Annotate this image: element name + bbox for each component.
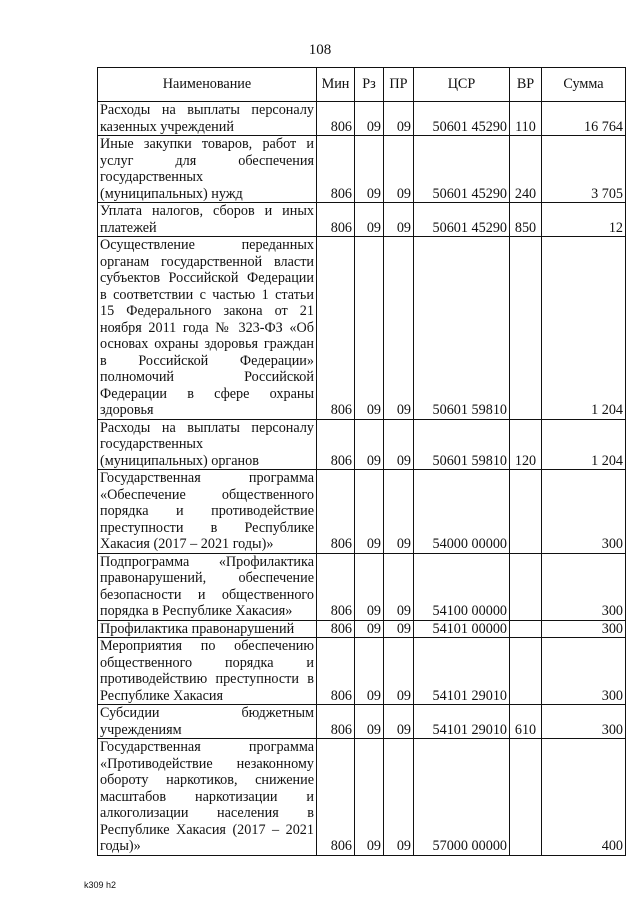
row-name: Профилактика правонарушений bbox=[98, 620, 317, 638]
row-rz: 09 bbox=[355, 237, 384, 420]
row-min: 806 bbox=[317, 419, 355, 470]
row-rz: 09 bbox=[355, 203, 384, 237]
row-vr bbox=[510, 553, 542, 620]
row-sum: 300 bbox=[542, 638, 626, 705]
row-sum: 300 bbox=[542, 705, 626, 739]
row-name: Подпрограмма «Профилактика правонарушений, обеспечение безопасности и общественного порядка в Республике Хакасия» bbox=[98, 553, 317, 620]
table-row bbox=[98, 102, 626, 136]
row-vr bbox=[510, 237, 542, 420]
row-name: Осуществление переданных органам государственной власти субъектов Российской Федерации в соответствии с частью 1 статьи 15 Федерального закона от 21 ноября 2011 года № 323-ФЗ «Об основах охраны здоровья граждан в Российской Федерации» полномочий Российской Федерации в сфере охраны здоровья bbox=[98, 237, 317, 420]
row-rz: 09 bbox=[355, 705, 384, 739]
row-sum: 300 bbox=[542, 470, 626, 554]
row-sum: 400 bbox=[542, 739, 626, 856]
row-min: 806 bbox=[317, 553, 355, 620]
header-row bbox=[98, 68, 626, 102]
row-name: Субсидии бюджетным учреждениям bbox=[98, 705, 317, 739]
table-row bbox=[98, 470, 626, 554]
row-vr: 850 bbox=[510, 203, 542, 237]
row-vr bbox=[510, 620, 542, 638]
table-row bbox=[98, 638, 626, 705]
row-csr: 50601 45290 bbox=[414, 203, 510, 237]
row-rz: 09 bbox=[355, 638, 384, 705]
row-sum: 16 764 bbox=[542, 102, 626, 136]
row-rz: 09 bbox=[355, 553, 384, 620]
row-rz: 09 bbox=[355, 739, 384, 856]
row-csr: 54000 00000 bbox=[414, 470, 510, 554]
row-name: Расходы на выплаты персоналу государственных (муниципальных) органов bbox=[98, 419, 317, 470]
table-row bbox=[98, 419, 626, 470]
table-row bbox=[98, 739, 626, 856]
row-csr: 54101 00000 bbox=[414, 620, 510, 638]
row-pr: 09 bbox=[384, 620, 414, 638]
row-name: Расходы на выплаты персоналу казенных учреждений bbox=[98, 102, 317, 136]
header-min: Мин bbox=[317, 68, 355, 102]
row-pr: 09 bbox=[384, 136, 414, 203]
row-sum: 12 bbox=[542, 203, 626, 237]
row-name: Уплата налогов, сборов и иных платежей bbox=[98, 203, 317, 237]
row-name: Государственная программа «Обеспечение общественного порядка и противодействие преступности в Республике Хакасия (2017 – 2021 годы)» bbox=[98, 470, 317, 554]
row-min: 806 bbox=[317, 237, 355, 420]
row-csr: 50601 59810 bbox=[414, 419, 510, 470]
row-min: 806 bbox=[317, 470, 355, 554]
row-sum: 300 bbox=[542, 553, 626, 620]
row-rz: 09 bbox=[355, 620, 384, 638]
row-csr: 50601 45290 bbox=[414, 136, 510, 203]
row-min: 806 bbox=[317, 102, 355, 136]
row-pr: 09 bbox=[384, 739, 414, 856]
row-rz: 09 bbox=[355, 102, 384, 136]
row-min: 806 bbox=[317, 705, 355, 739]
table-row bbox=[98, 620, 626, 638]
row-rz: 09 bbox=[355, 470, 384, 554]
row-csr: 50601 59810 bbox=[414, 237, 510, 420]
table-row bbox=[98, 553, 626, 620]
row-sum: 3 705 bbox=[542, 136, 626, 203]
row-pr: 09 bbox=[384, 638, 414, 705]
row-csr: 57000 00000 bbox=[414, 739, 510, 856]
row-vr: 610 bbox=[510, 705, 542, 739]
row-min: 806 bbox=[317, 638, 355, 705]
row-vr bbox=[510, 739, 542, 856]
row-pr: 09 bbox=[384, 470, 414, 554]
row-vr: 240 bbox=[510, 136, 542, 203]
table-row bbox=[98, 136, 626, 203]
header-vr: ВР bbox=[510, 68, 542, 102]
row-pr: 09 bbox=[384, 237, 414, 420]
row-vr bbox=[510, 470, 542, 554]
row-pr: 09 bbox=[384, 553, 414, 620]
row-pr: 09 bbox=[384, 102, 414, 136]
page-number: 108 bbox=[308, 42, 332, 58]
table-row bbox=[98, 203, 626, 237]
row-name: Государственная программа «Противодействие незаконному обороту наркотиков, снижение масштабов наркотизации и алкоголизации населения в Республике Хакасия (2017 – 2021 годы)» bbox=[98, 739, 317, 856]
row-pr: 09 bbox=[384, 419, 414, 470]
footer-code: k309 h2 bbox=[84, 880, 117, 890]
table-row bbox=[98, 705, 626, 739]
row-vr: 120 bbox=[510, 419, 542, 470]
row-min: 806 bbox=[317, 136, 355, 203]
header-rz: Рз bbox=[355, 68, 384, 102]
header-sum: Сумма bbox=[542, 68, 626, 102]
row-pr: 09 bbox=[384, 203, 414, 237]
row-rz: 09 bbox=[355, 136, 384, 203]
row-rz: 09 bbox=[355, 419, 384, 470]
row-name: Мероприятия по обеспечению общественного порядка и противодействию преступности в Республике Хакасия bbox=[98, 638, 317, 705]
table-row bbox=[98, 237, 626, 420]
row-csr: 50601 45290 bbox=[414, 102, 510, 136]
row-min: 806 bbox=[317, 203, 355, 237]
row-min: 806 bbox=[317, 739, 355, 856]
row-csr: 54101 29010 bbox=[414, 638, 510, 705]
row-sum: 300 bbox=[542, 620, 626, 638]
header-pr: ПР bbox=[384, 68, 414, 102]
header-name: Наименование bbox=[98, 68, 317, 102]
budget-table bbox=[97, 67, 626, 856]
row-pr: 09 bbox=[384, 705, 414, 739]
row-sum: 1 204 bbox=[542, 237, 626, 420]
row-vr: 110 bbox=[510, 102, 542, 136]
row-sum: 1 204 bbox=[542, 419, 626, 470]
row-vr bbox=[510, 638, 542, 705]
row-csr: 54100 00000 bbox=[414, 553, 510, 620]
row-csr: 54101 29010 bbox=[414, 705, 510, 739]
row-min: 806 bbox=[317, 620, 355, 638]
row-name: Иные закупки товаров, работ и услуг для обеспечения государственных (муниципальных) нужд bbox=[98, 136, 317, 203]
header-csr: ЦСР bbox=[414, 68, 510, 102]
